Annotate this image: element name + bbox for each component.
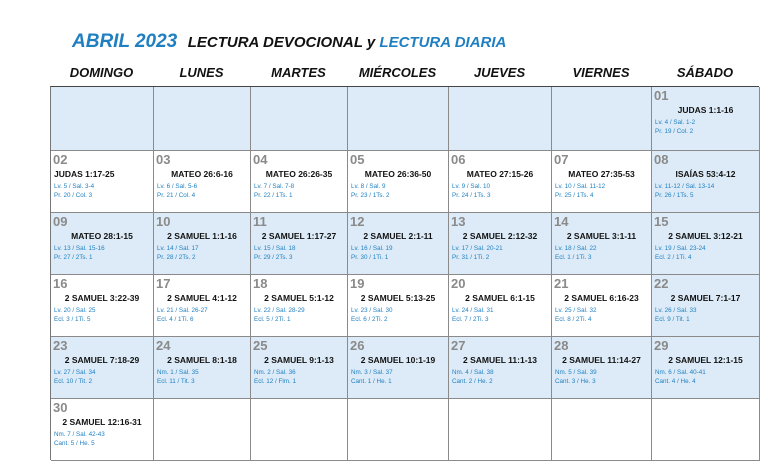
daily-reading-line1: Lv. 19 / Sal. 23-24 xyxy=(655,245,706,252)
daily-reading-line2: Ecl. 3 / 1Ti. 5 xyxy=(54,316,91,323)
day-cell-04 xyxy=(251,151,348,213)
daily-reading-line2: Cant. 2 / He. 2 xyxy=(452,378,493,385)
devotional-reading: 2 SAMUEL 1:1-16 xyxy=(167,231,237,241)
empty-day-cell xyxy=(552,399,652,461)
day-cell-25 xyxy=(251,337,348,399)
daily-reading-line2: Ecl. 1 / 1Ti. 3 xyxy=(555,254,592,261)
daily-reading-line1: Nm. 1 / Sal. 35 xyxy=(157,369,199,376)
day-number: 12 xyxy=(350,214,365,229)
day-cell-05 xyxy=(348,151,449,213)
daily-reading-line1: Lv. 27 / Sal. 34 xyxy=(54,369,96,376)
daily-reading-line2: Ecl. 11 / Tit. 3 xyxy=(157,378,195,385)
daily-reading-line1: Lv. 5 / Sal. 3-4 xyxy=(54,183,95,190)
devotional-reading: MATEO 27:35-53 xyxy=(568,169,635,179)
daily-reading-line2: Pr. 30 / 1Ti. 1 xyxy=(351,254,389,261)
day-cell-07 xyxy=(552,151,652,213)
daily-reading-line1: Lv. 25 / Sal. 32 xyxy=(555,307,597,314)
day-cell-06 xyxy=(449,151,552,213)
devotional-reading: 2 SAMUEL 10:1-19 xyxy=(360,355,436,365)
day-cell-09 xyxy=(51,213,154,275)
daily-reading-line2: Ecl. 8 / 2Ti. 4 xyxy=(555,316,592,323)
day-cell-23 xyxy=(51,337,154,399)
devotional-reading: 2 SAMUEL 7:18-29 xyxy=(64,355,140,365)
devotional-reading: 2 SAMUEL 11:1-13 xyxy=(462,355,537,365)
empty-day-cell xyxy=(154,87,251,151)
daily-reading-line1: Lv. 7 / Sal. 7-8 xyxy=(254,183,295,190)
daily-reading-line1: Lv. 8 / Sal. 9 xyxy=(351,183,386,190)
devotional-reading: 2 SAMUEL 9:1-13 xyxy=(264,355,334,365)
daily-reading-line2: Ecl. 6 / 2Ti. 2 xyxy=(351,316,388,323)
daily-reading-line2: Pr. 27 / 2Ts. 1 xyxy=(54,254,93,261)
daily-reading-line2: Ecl. 2 / 1Ti. 4 xyxy=(655,254,692,261)
daily-reading-line1: Lv. 9 / Sal. 10 xyxy=(452,183,491,190)
calendar-grid xyxy=(50,86,759,460)
day-number: 10 xyxy=(156,214,171,229)
day-number: 21 xyxy=(554,276,569,291)
weekday-header-row xyxy=(50,62,759,84)
daily-reading-line2: Ecl. 12 / Flm. 1 xyxy=(254,378,296,385)
daily-reading-line1: Lv. 10 / Sal. 11-12 xyxy=(555,183,606,190)
daily-reading-line1: Lv. 18 / Sal. 22 xyxy=(555,245,597,252)
devotional-reading: MATEO 27:15-26 xyxy=(466,169,534,179)
day-cell-27 xyxy=(449,337,552,399)
day-cell-12 xyxy=(348,213,449,275)
devotional-reading: 2 SAMUEL 6:16-23 xyxy=(564,293,639,303)
day-cell-26 xyxy=(348,337,449,399)
day-number: 14 xyxy=(554,214,569,229)
daily-reading-line1: Lv. 15 / Sal. 18 xyxy=(254,245,296,252)
daily-reading-line1: Lv. 11-12 / Sal. 13-14 xyxy=(655,183,715,190)
day-number: 23 xyxy=(53,338,68,353)
daily-reading-line1: Lv. 24 / Sal. 31 xyxy=(452,307,494,314)
day-cell-02 xyxy=(51,151,154,213)
day-cell-16 xyxy=(51,275,154,337)
daily-reading-line2: Ecl. 9 / Tit. 1 xyxy=(655,316,690,323)
day-number: 27 xyxy=(451,338,466,353)
daily-reading-line1: Nm. 5 / Sal. 39 xyxy=(555,369,597,376)
day-number: 11 xyxy=(253,214,267,229)
day-cell-21 xyxy=(552,275,652,337)
devotional-reading: MATEO 26:6-16 xyxy=(171,169,233,179)
daily-reading-line2: Pr. 24 / 1Ts. 3 xyxy=(452,192,491,199)
devotional-reading: 2 SAMUEL 6:1-15 xyxy=(465,293,535,303)
daily-reading-line2: Pr. 28 / 2Ts. 2 xyxy=(157,254,196,261)
day-number: 06 xyxy=(451,152,466,167)
weekday-header-sabado: SÁBADO xyxy=(676,65,734,80)
daily-reading-line2: Pr. 20 / Col. 3 xyxy=(54,192,93,199)
daily-reading-line2: Cant. 5 / He. 5 xyxy=(54,440,95,447)
devotional-reading: 2 SAMUEL 8:1-18 xyxy=(167,355,237,365)
day-cell-14 xyxy=(552,213,652,275)
daily-reading-line2: Pr. 21 / Col. 4 xyxy=(157,192,196,199)
devotional-reading: 2 SAMUEL 2:1-11 xyxy=(363,231,433,241)
title-devotional: LECTURA DEVOCIONAL xyxy=(187,34,363,51)
daily-reading-line1: Lv. 14 / Sal. 17 xyxy=(157,245,199,252)
day-cell-20 xyxy=(449,275,552,337)
weekday-header-domingo: DOMINGO xyxy=(69,65,134,80)
day-cell-22 xyxy=(652,275,760,337)
devotional-reading: 2 SAMUEL 11:14-27 xyxy=(562,355,641,365)
day-number: 15 xyxy=(654,214,669,229)
day-number: 29 xyxy=(654,338,669,353)
weekday-header-viernes: VIERNES xyxy=(572,65,630,80)
daily-reading-line1: Nm. 3 / Sal. 37 xyxy=(351,369,393,376)
devotional-reading: MATEO 26:36-50 xyxy=(364,169,432,179)
page-title xyxy=(72,31,506,55)
devotional-reading: MATEO 28:1-15 xyxy=(71,231,133,241)
day-cell-28 xyxy=(552,337,652,399)
devotional-reading: 2 SAMUEL 5:13-25 xyxy=(360,293,436,303)
day-number: 16 xyxy=(53,276,68,291)
weekday-header-martes: MARTES xyxy=(271,65,326,80)
day-number: 02 xyxy=(53,152,68,167)
day-cell-15 xyxy=(652,213,760,275)
daily-reading-line1: Nm. 7 / Sal. 42-43 xyxy=(54,431,105,438)
devotional-reading: 2 SAMUEL 1:17-27 xyxy=(261,231,337,241)
daily-reading-line2: Pr. 31 / 1Ti. 2 xyxy=(452,254,490,261)
daily-reading-line1: Lv. 20 / Sal. 25 xyxy=(54,307,96,314)
devotional-reading: 2 SAMUEL 12:1-15 xyxy=(668,355,743,365)
title-subtitle xyxy=(188,34,507,51)
devotional-reading: 2 SAMUEL 5:1-12 xyxy=(264,293,334,303)
devotional-reading: JUDAS 1:17-25 xyxy=(54,169,115,179)
day-cell-03 xyxy=(154,151,251,213)
day-number: 17 xyxy=(156,276,171,291)
devotional-reading: MATEO 26:26-35 xyxy=(265,169,333,179)
day-cell-19 xyxy=(348,275,449,337)
day-number: 01 xyxy=(654,88,669,103)
day-number: 20 xyxy=(451,276,466,291)
title-connector: y xyxy=(362,34,380,51)
empty-day-cell xyxy=(251,87,348,151)
daily-reading-line2: Ecl. 4 / 1Ti. 6 xyxy=(157,316,194,323)
day-number: 18 xyxy=(253,276,268,291)
daily-reading-line1: Lv. 21 / Sal. 26-27 xyxy=(157,307,208,314)
daily-reading-line1: Lv. 26 / Sal. 33 xyxy=(655,307,697,314)
devotional-reading: ISAÍAS 53:4-12 xyxy=(675,169,736,179)
empty-day-cell xyxy=(552,87,652,151)
day-cell-29 xyxy=(652,337,760,399)
day-number: 13 xyxy=(451,214,466,229)
day-number: 03 xyxy=(156,152,171,167)
daily-reading-line1: Lv. 13 / Sal. 15-16 xyxy=(54,245,105,252)
day-number: 08 xyxy=(654,152,669,167)
devotional-reading: 2 SAMUEL 4:1-12 xyxy=(167,293,237,303)
day-number: 09 xyxy=(53,214,68,229)
day-number: 07 xyxy=(554,152,569,167)
daily-reading-line2: Pr. 19 / Col. 2 xyxy=(655,128,694,135)
empty-day-cell xyxy=(449,87,552,151)
day-cell-08 xyxy=(652,151,760,213)
empty-day-cell xyxy=(449,399,552,461)
daily-reading-line1: Lv. 16 / Sal. 19 xyxy=(351,245,393,252)
day-cell-24 xyxy=(154,337,251,399)
day-number: 30 xyxy=(53,400,68,415)
title-month: ABRIL 2023 xyxy=(72,31,178,52)
daily-reading-line1: Nm. 6 / Sal. 40-41 xyxy=(655,369,706,376)
daily-reading-line1: Lv. 6 / Sal. 5-6 xyxy=(157,183,198,190)
empty-day-cell xyxy=(51,87,154,151)
devotional-reading: 2 SAMUEL 3:22-39 xyxy=(64,293,140,303)
devotional-reading: 2 SAMUEL 12:16-31 xyxy=(62,417,142,427)
devotional-reading: 2 SAMUEL 3:12-21 xyxy=(668,231,743,241)
daily-reading-line2: Pr. 25 / 1Ts. 4 xyxy=(555,192,594,199)
devotional-reading: 2 SAMUEL 3:1-11 xyxy=(566,231,637,241)
devotional-reading: 2 SAMUEL 7:1-17 xyxy=(670,293,741,303)
weekday-header-lunes: LUNES xyxy=(179,65,224,80)
day-number: 04 xyxy=(253,152,268,167)
daily-reading-line2: Pr. 26 / 1Ts. 5 xyxy=(655,192,694,199)
daily-reading-line1: Lv. 17 / Sal. 20-21 xyxy=(452,245,503,252)
empty-day-cell xyxy=(154,399,251,461)
day-number: 25 xyxy=(253,338,268,353)
daily-reading-line1: Lv. 22 / Sal. 28-29 xyxy=(254,307,305,314)
daily-reading-line2: Pr. 29 / 2Ts. 3 xyxy=(254,254,293,261)
daily-reading-line1: Lv. 23 / Sal. 30 xyxy=(351,307,393,314)
day-number: 22 xyxy=(654,276,669,291)
empty-day-cell xyxy=(348,399,449,461)
daily-reading-line1: Nm. 4 / Sal. 38 xyxy=(452,369,494,376)
empty-day-cell xyxy=(348,87,449,151)
day-number: 19 xyxy=(350,276,365,291)
day-cell-18 xyxy=(251,275,348,337)
day-number: 26 xyxy=(350,338,365,353)
day-number: 28 xyxy=(554,338,569,353)
daily-reading-line2: Pr. 23 / 1Ts. 2 xyxy=(351,192,390,199)
day-cell-10 xyxy=(154,213,251,275)
weekday-header-miercoles: MIÉRCOLES xyxy=(358,65,437,80)
daily-reading-line2: Pr. 22 / 1Ts. 1 xyxy=(254,192,293,199)
daily-reading-line1: Lv. 4 / Sal. 1-2 xyxy=(655,119,696,126)
day-cell-13 xyxy=(449,213,552,275)
day-cell-01 xyxy=(652,87,760,151)
empty-day-cell xyxy=(251,399,348,461)
day-cell-11 xyxy=(251,213,348,275)
weekday-header-jueves: JUEVES xyxy=(473,65,526,80)
day-number: 24 xyxy=(156,338,171,353)
daily-reading-line2: Ecl. 5 / 2Ti. 1 xyxy=(254,316,291,323)
empty-day-cell xyxy=(652,399,760,461)
daily-reading-line2: Cant. 4 / He. 4 xyxy=(655,378,696,385)
daily-reading-line2: Cant. 1 / He. 1 xyxy=(351,378,392,385)
daily-reading-line2: Ecl. 10 / Tit. 2 xyxy=(54,378,93,385)
title-daily-reading: LECTURA DIARIA xyxy=(379,34,507,51)
day-cell-17 xyxy=(154,275,251,337)
daily-reading-line2: Ecl. 7 / 2Ti. 3 xyxy=(452,316,489,323)
daily-reading-line1: Nm. 2 / Sal. 36 xyxy=(254,369,296,376)
devotional-reading: 2 SAMUEL 2:12-32 xyxy=(462,231,538,241)
day-number: 05 xyxy=(350,152,365,167)
daily-reading-line2: Cant. 3 / He. 3 xyxy=(555,378,596,385)
devotional-reading: JUDAS 1:1-16 xyxy=(677,105,734,115)
day-cell-30 xyxy=(51,399,154,461)
